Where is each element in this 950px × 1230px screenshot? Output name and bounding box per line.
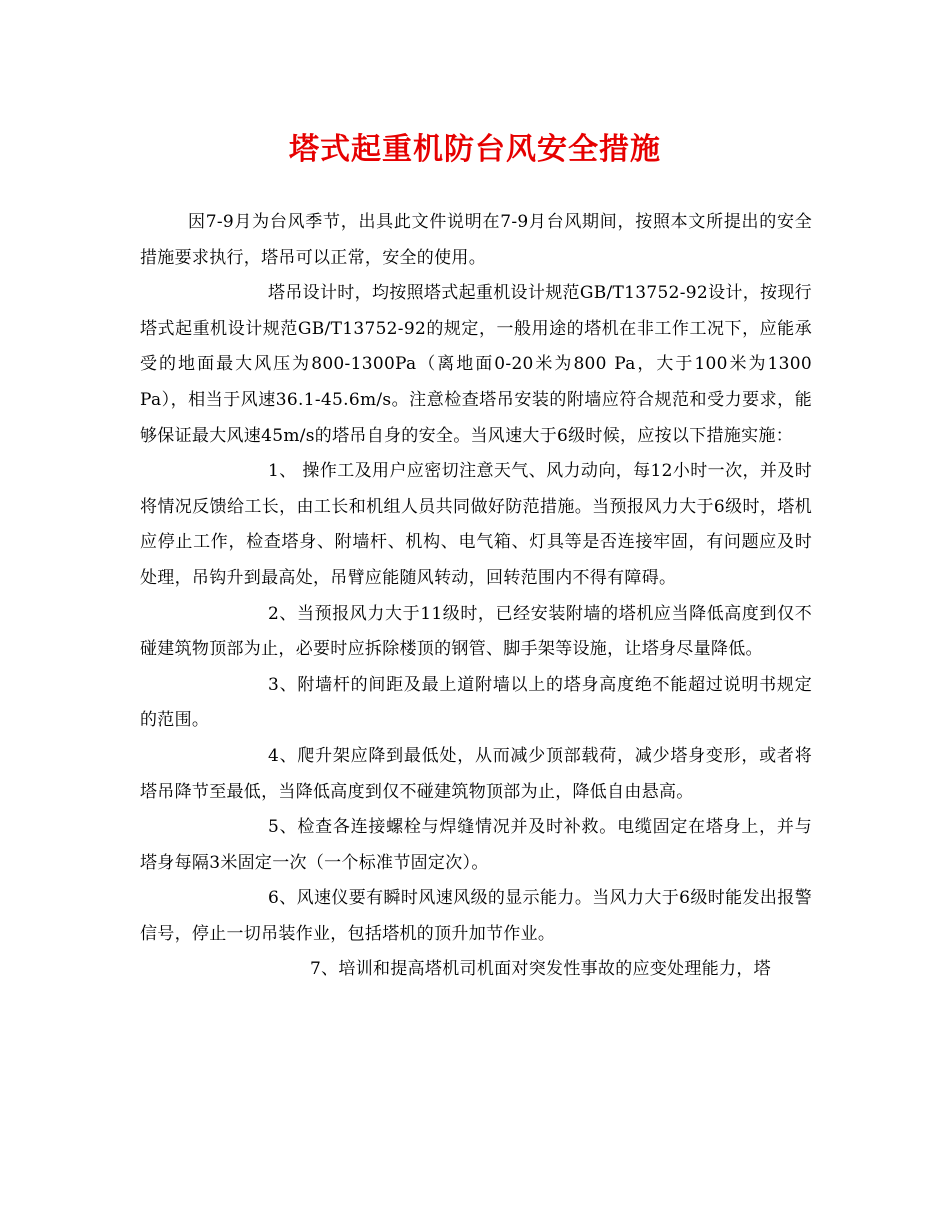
paragraph-measure-5: 5、检查各连接螺栓与焊缝情况并及时补救。电缆固定在塔身上，并与塔身每隔3米固定一次（一个标准节固定次）。: [140, 817, 812, 873]
paragraph-measure-4: 4、爬升架应降到最低处，从而减少顶部载荷，减少塔身变形，或者将塔吊降节至最低，当降低高度到仅不碰建筑物顶部为止，降低自由悬高。: [140, 745, 812, 802]
paragraph-measure-3: 3、附墙杆的间距及最上道附墙以上的塔身高度绝不能超过说明书规定的范围。: [140, 674, 812, 731]
paragraph-measure-1: 1、 操作工及用户应密切注意天气、风力动向，每12小时一次，并及时将情况反馈给工长，由工长和机组人员共同做好防范措施。当预报风力大于6级时，塔机应停止工作，检查塔身、附墙杆、机构、电气箱、灯具等是否连接牢固，有问题应及时处理，吊钩升到最高处，吊臂应能随风转动，回转范围内不得有障碍。: [140, 461, 812, 588]
paragraph-intro: 因7-9月为台风季节，出具此文件说明在7-9月台风期间，按照本文所提出的安全措施要求执行，塔吊可以正常，安全的使用。: [140, 212, 812, 268]
document-body: [140, 205, 812, 988]
paragraph-measure-6: 6、风速仪要有瞬时风速风级的显示能力。当风力大于6级时能发出报警信号，停止一切吊装作业，包括塔机的顶升加节作业。: [140, 888, 812, 944]
paragraph-measure-2: 2、当预报风力大于11级时，已经安装附墙的塔机应当降低高度到仅不碰建筑物顶部为止，必要时应拆除楼顶的钢管、脚手架等设施，让塔身尽量降低。: [140, 603, 812, 660]
paragraph-design-spec: 塔吊设计时，均按照塔式起重机设计规范GB/T13752-92设计，按现行塔式起重机设计规范GB/T13752-92的规定，一般用途的塔机在非工作工况下，应能承受的地面最大风压为800-1300Pa（离地面0-20米为800 Pa，大于100米为1300 Pa），相当于风速36.1-45.6m/s。注意检查塔吊安装的附墙应符合规范和受力要求，能够保证最大风速45m/s的塔吊自身的安全。当风速大于6级时候，应按以下措施实施：: [140, 283, 812, 446]
paragraph-measure-7: 7、培训和提高塔机司机面对突发性事故的应变处理能力，塔: [310, 959, 771, 980]
document-title: 塔式起重机防台风安全措施: [289, 132, 661, 167]
